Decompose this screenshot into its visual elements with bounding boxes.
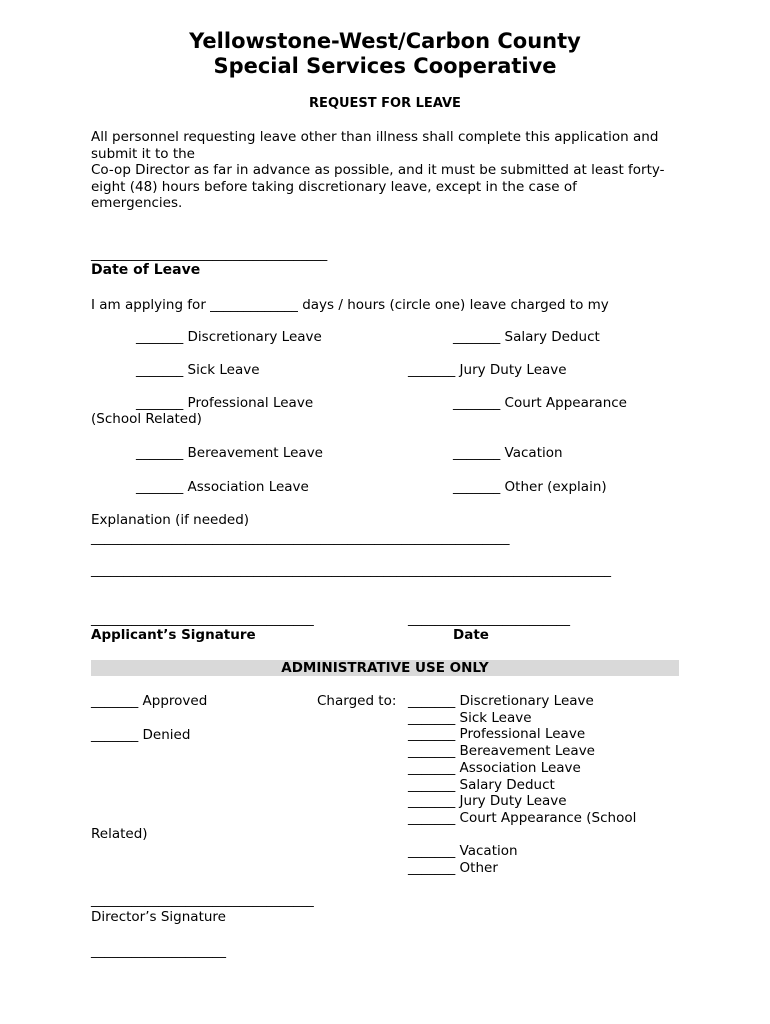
intro-paragraph xyxy=(91,129,691,212)
director-signature-blank[interactable]: _________________________________ xyxy=(91,892,314,908)
applicant-signature-label: Applicant’s Signature xyxy=(91,627,256,643)
intro-line: submit it to the xyxy=(91,145,195,162)
intro-line: Co-op Director as far in advance as possible, and it must be submitted at least forty- xyxy=(91,162,665,179)
bereavement-leave-option[interactable]: _______ Bereavement Leave xyxy=(136,445,323,461)
denied-option[interactable]: _______ Denied xyxy=(91,727,191,743)
professional-leave-option[interactable]: _______ Professional Leave xyxy=(136,395,314,411)
applicant-signature-blank[interactable]: _________________________________ xyxy=(91,611,314,627)
school-related-note: (School Related) xyxy=(91,411,202,427)
org-name-line2: Special Services Cooperative xyxy=(213,54,557,78)
charge-option[interactable]: _______ Other xyxy=(408,859,498,876)
date-blank[interactable]: ________________________ xyxy=(408,611,570,627)
admin-section-title: ADMINISTRATIVE USE ONLY xyxy=(281,660,489,676)
explanation-label: Explanation (if needed) xyxy=(91,512,250,528)
intro-line: eight (48) hours before taking discretionary leave, except in the case of xyxy=(91,178,577,195)
salary-deduct-option[interactable]: _______ Salary Deduct xyxy=(453,329,600,345)
charge-option[interactable]: _______ Jury Duty Leave xyxy=(408,793,567,810)
director-signature-label: Director’s Signature xyxy=(91,909,226,925)
charge-option[interactable]: _______ Bereavement Leave xyxy=(408,743,595,760)
intro-line: emergencies. xyxy=(91,195,183,212)
other-explain-option[interactable]: _______ Other (explain) xyxy=(453,479,607,495)
charged-to-label: Charged to: xyxy=(317,693,397,709)
intro-line: All personnel requesting leave other than illness shall complete this application and xyxy=(91,129,659,145)
date-label: Date xyxy=(453,627,489,643)
charge-option[interactable]: _______ Sick Leave xyxy=(408,709,532,726)
association-leave-option[interactable]: _______ Association Leave xyxy=(136,479,309,495)
sick-leave-option[interactable]: _______ Sick Leave xyxy=(136,362,260,378)
charge-option[interactable]: _______ Salary Deduct xyxy=(408,776,555,793)
approved-option[interactable]: _______ Approved xyxy=(91,693,208,709)
date-of-leave-label: Date of Leave xyxy=(91,262,201,278)
charge-option[interactable]: _______ Association Leave xyxy=(408,759,581,776)
charge-option[interactable]: _______ Court Appearance (School xyxy=(408,809,637,826)
charged-to-list xyxy=(408,693,636,827)
charged-to-list-continued xyxy=(408,843,518,876)
charge-option[interactable]: _______ Professional Leave xyxy=(408,726,586,743)
org-name-line1: Yellowstone-West/Carbon County xyxy=(189,29,581,53)
applying-statement[interactable]: I am applying for _____________ days / hours (circle one) leave charged to my xyxy=(91,297,609,313)
form-title: REQUEST FOR LEAVE xyxy=(309,96,461,111)
explanation-line-1[interactable]: ______________________________________________________________ xyxy=(91,530,510,546)
explanation-line-2[interactable]: ________________________________________________________________________________ xyxy=(91,563,611,578)
court-appearance-option[interactable]: _______ Court Appearance xyxy=(453,395,627,411)
director-date-blank[interactable]: ____________________ xyxy=(91,943,226,959)
charge-option[interactable]: _______ Vacation xyxy=(408,843,518,859)
discretionary-leave-option[interactable]: _______ Discretionary Leave xyxy=(136,329,322,345)
charge-option[interactable]: _______ Discretionary Leave xyxy=(408,693,594,709)
related-continuation: Related) xyxy=(91,826,148,842)
date-of-leave-blank[interactable]: ___________________________________ xyxy=(91,246,328,262)
vacation-option[interactable]: _______ Vacation xyxy=(453,445,563,461)
jury-duty-leave-option[interactable]: _______ Jury Duty Leave xyxy=(408,362,567,378)
